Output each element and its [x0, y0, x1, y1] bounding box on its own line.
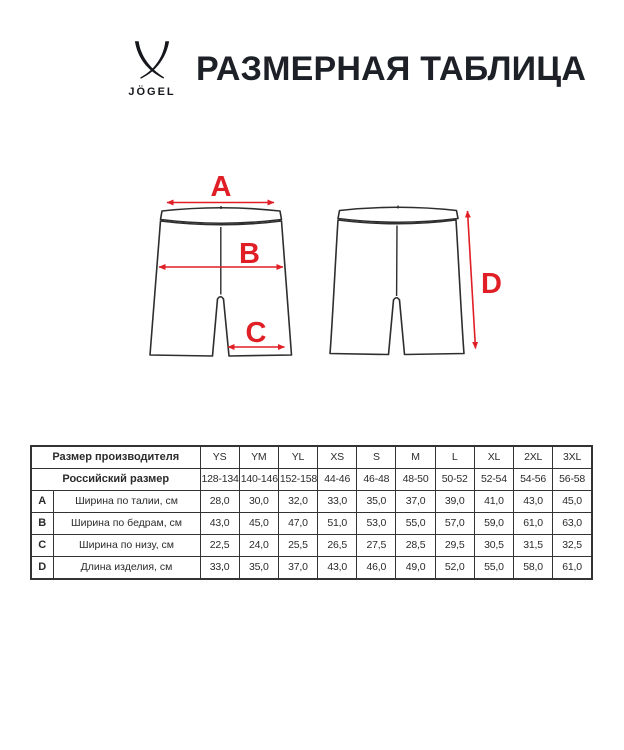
dimension-value-cell: 33,0	[318, 491, 357, 513]
size-code-cell: L	[435, 446, 474, 469]
dimension-name-cell: Ширина по низу, см	[53, 535, 200, 557]
dimension-value-cell: 30,5	[474, 535, 513, 557]
russian-size-cell: 48-50	[396, 469, 435, 491]
dimension-value-cell: 39,0	[435, 491, 474, 513]
jogel-hawk-icon	[134, 40, 170, 84]
dimension-name-cell: Длина изделия, см	[53, 557, 200, 580]
dimension-value-cell: 53,0	[357, 513, 396, 535]
dimension-value-cell: 32,5	[553, 535, 592, 557]
dimension-value-cell: 28,5	[396, 535, 435, 557]
dimension-value-cell: 37,0	[278, 557, 317, 580]
dimension-value-cell: 63,0	[553, 513, 592, 535]
size-code-cell: 3XL	[553, 446, 592, 469]
dimension-value-cell: 49,0	[396, 557, 435, 580]
size-table	[30, 445, 593, 580]
measurement-row	[31, 491, 592, 513]
dimension-value-cell: 25,5	[278, 535, 317, 557]
dimension-value-cell: 33,0	[200, 557, 239, 580]
dimension-label-b: B	[239, 238, 260, 270]
shorts-diagram-svg	[130, 168, 510, 368]
manufacturer-size-row	[31, 446, 592, 469]
dimension-value-cell: 22,5	[200, 535, 239, 557]
size-code-cell: XS	[318, 446, 357, 469]
dimension-value-cell: 45,0	[553, 491, 592, 513]
dimension-value-cell: 59,0	[474, 513, 513, 535]
dimension-value-cell: 35,0	[357, 491, 396, 513]
brand-wordmark: JÖGEL	[128, 86, 176, 98]
dimension-letter-cell: C	[31, 535, 53, 557]
dimension-value-cell: 61,0	[514, 513, 553, 535]
shorts-back-waistband	[338, 207, 458, 222]
dimension-name-cell: Ширина по талии, см	[53, 491, 200, 513]
dimension-letter-cell: D	[31, 557, 53, 580]
russian-size-cell: 128-134	[200, 469, 239, 491]
dimension-value-cell: 28,0	[200, 491, 239, 513]
dimension-value-cell: 51,0	[318, 513, 357, 535]
shorts-diagram	[130, 168, 510, 368]
dimension-arrow-d	[468, 211, 476, 349]
dimension-value-cell: 24,0	[239, 535, 278, 557]
dimension-value-cell: 31,5	[514, 535, 553, 557]
dimension-value-cell: 32,0	[278, 491, 317, 513]
russian-size-row	[31, 469, 592, 491]
russian-size-cell: 140-146	[239, 469, 278, 491]
russian-size-cell: 50-52	[435, 469, 474, 491]
dimension-value-cell: 30,0	[239, 491, 278, 513]
russian-size-cell: 56-58	[553, 469, 592, 491]
russian-size-cell: 54-56	[514, 469, 553, 491]
dimension-label-d: D	[481, 268, 502, 300]
dimension-value-cell: 45,0	[239, 513, 278, 535]
dimension-value-cell: 26,5	[318, 535, 357, 557]
dimension-letter-cell: B	[31, 513, 53, 535]
shorts-back-view	[330, 206, 464, 355]
dimension-letter-cell: A	[31, 491, 53, 513]
dimension-value-cell: 43,0	[318, 557, 357, 580]
dimension-value-cell: 46,0	[357, 557, 396, 580]
size-code-cell: M	[396, 446, 435, 469]
manufacturer-size-label: Размер производителя	[31, 446, 200, 469]
dimension-value-cell: 57,0	[435, 513, 474, 535]
dimension-name-cell: Ширина по бедрам, см	[53, 513, 200, 535]
dimension-value-cell: 58,0	[514, 557, 553, 580]
dimension-value-cell: 43,0	[514, 491, 553, 513]
dimension-value-cell: 37,0	[396, 491, 435, 513]
dimension-value-cell: 29,5	[435, 535, 474, 557]
dimension-value-cell: 43,0	[200, 513, 239, 535]
measurement-row	[31, 513, 592, 535]
measurement-rows	[31, 491, 592, 580]
dimension-value-cell: 55,0	[474, 557, 513, 580]
dimension-value-cell: 47,0	[278, 513, 317, 535]
measurement-row	[31, 535, 592, 557]
size-code-cell: YS	[200, 446, 239, 469]
dimension-label-c: C	[245, 317, 267, 349]
size-code-cell: XL	[474, 446, 513, 469]
dimension-value-cell: 55,0	[396, 513, 435, 535]
shorts-front-waistband	[161, 208, 282, 224]
russian-size-cell: 152-158	[278, 469, 317, 491]
shorts-front-view	[150, 206, 292, 356]
size-code-cell: S	[357, 446, 396, 469]
size-code-cell: YM	[239, 446, 278, 469]
dimension-value-cell: 61,0	[553, 557, 592, 580]
russian-size-cell: 44-46	[318, 469, 357, 491]
measurement-row	[31, 557, 592, 580]
dimension-value-cell: 52,0	[435, 557, 474, 580]
russian-size-cell: 52-54	[474, 469, 513, 491]
dimension-value-cell: 41,0	[474, 491, 513, 513]
dimension-value-cell: 27,5	[357, 535, 396, 557]
russian-size-label: Российский размер	[31, 469, 200, 491]
russian-size-cell: 46-48	[357, 469, 396, 491]
dimension-value-cell: 35,0	[239, 557, 278, 580]
dimension-label-a: A	[210, 171, 232, 203]
size-code-cell: YL	[278, 446, 317, 469]
page-title: РАЗМЕРНАЯ ТАБЛИЦА	[196, 50, 587, 88]
brand-logo	[118, 40, 186, 98]
size-code-cell: 2XL	[514, 446, 553, 469]
